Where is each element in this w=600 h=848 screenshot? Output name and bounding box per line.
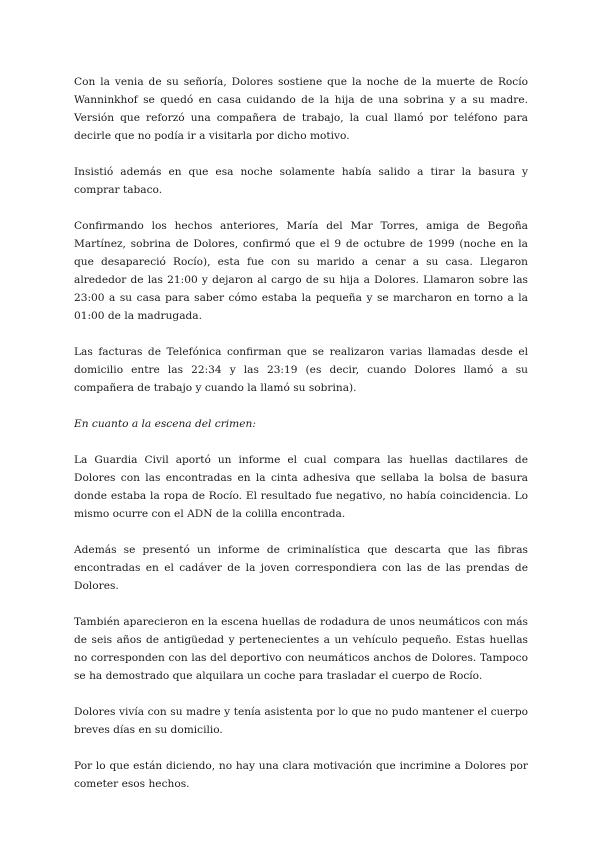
document-body — [74, 73, 528, 811]
paragraph-trash-tobacco: Insistió además en que esa noche solamente había salido a tirar la basura y comprar tabaco. — [74, 166, 528, 196]
section-heading-crime-scene: En cuanto a la escena del crimen: — [74, 418, 256, 430]
paragraph-conclusion: Por lo que están diciendo, no hay una clara motivación que incrimine a Dolores por cometer esos hechos. — [74, 760, 528, 790]
paragraph-household: Dolores vivía con su madre y tenía asistenta por lo que no pudo mantener el cuerpo breves días en su domicilio. — [74, 706, 528, 736]
paragraph-tire-tracks: También aparecieron en la escena huellas de rodadura de unos neumáticos con más de seis años de antigüedad y pertenecientes a un vehículo pequeño. Estas huellas no corresponden con las del deportivo con neumáticos anchos de Dolores. Tampoco se ha demostrado que alquilara un coche para trasladar el cuerpo de Rocío. — [74, 616, 528, 682]
paragraph-witness-confirmation: Confirmando los hechos anteriores, María del Mar Torres, amiga de Begoña Martínez, sobrina de Dolores, confirmó que el 9 de octubre de 1999 (noche en la que desapareció Rocío), esta fue con su marido a cenar a su casa. Llegaron alrededor de las 21:00 y dejaron al cargo de su hija a Dolores. Llamaron sobre las 23:00 a su casa para saber cómo estaba la pequeña y se marcharon en torno a la 01:00 de la madrugada. — [74, 220, 528, 322]
paragraph-alibi: Con la venia de su señoría, Dolores sostiene que la noche de la muerte de Rocío Wanninkhof se quedó en casa cuidando de la hija de una sobrina y a su madre. Versión que reforzó una compañera de trabajo, la cual llamó por teléfono para decirle que no podía ir a visitarla por dicho motivo. — [74, 76, 528, 142]
paragraph-fibers-report: Además se presentó un informe de criminalística que descarta que las fibras encontradas en el cadáver de la joven correspondiera con las de las prendas de Dolores. — [74, 544, 528, 592]
paragraph-phone-records: Las facturas de Telefónica confirman que se realizaron varias llamadas desde el domicilio entre las 22:34 y las 23:19 (es decir, cuando Dolores llamó a su compañera de trabajo y cuando la llamó su sobrina). — [74, 346, 528, 394]
paragraph-fingerprints-dna: La Guardia Civil aportó un informe el cual compara las huellas dactilares de Dolores con las encontradas en la cinta adhesiva que sellaba la bolsa de basura donde estaba la ropa de Rocío. El resultado fue negativo, no había coincidencia. Lo mismo ocurre con el ADN de la colilla encontrada. — [74, 454, 528, 520]
